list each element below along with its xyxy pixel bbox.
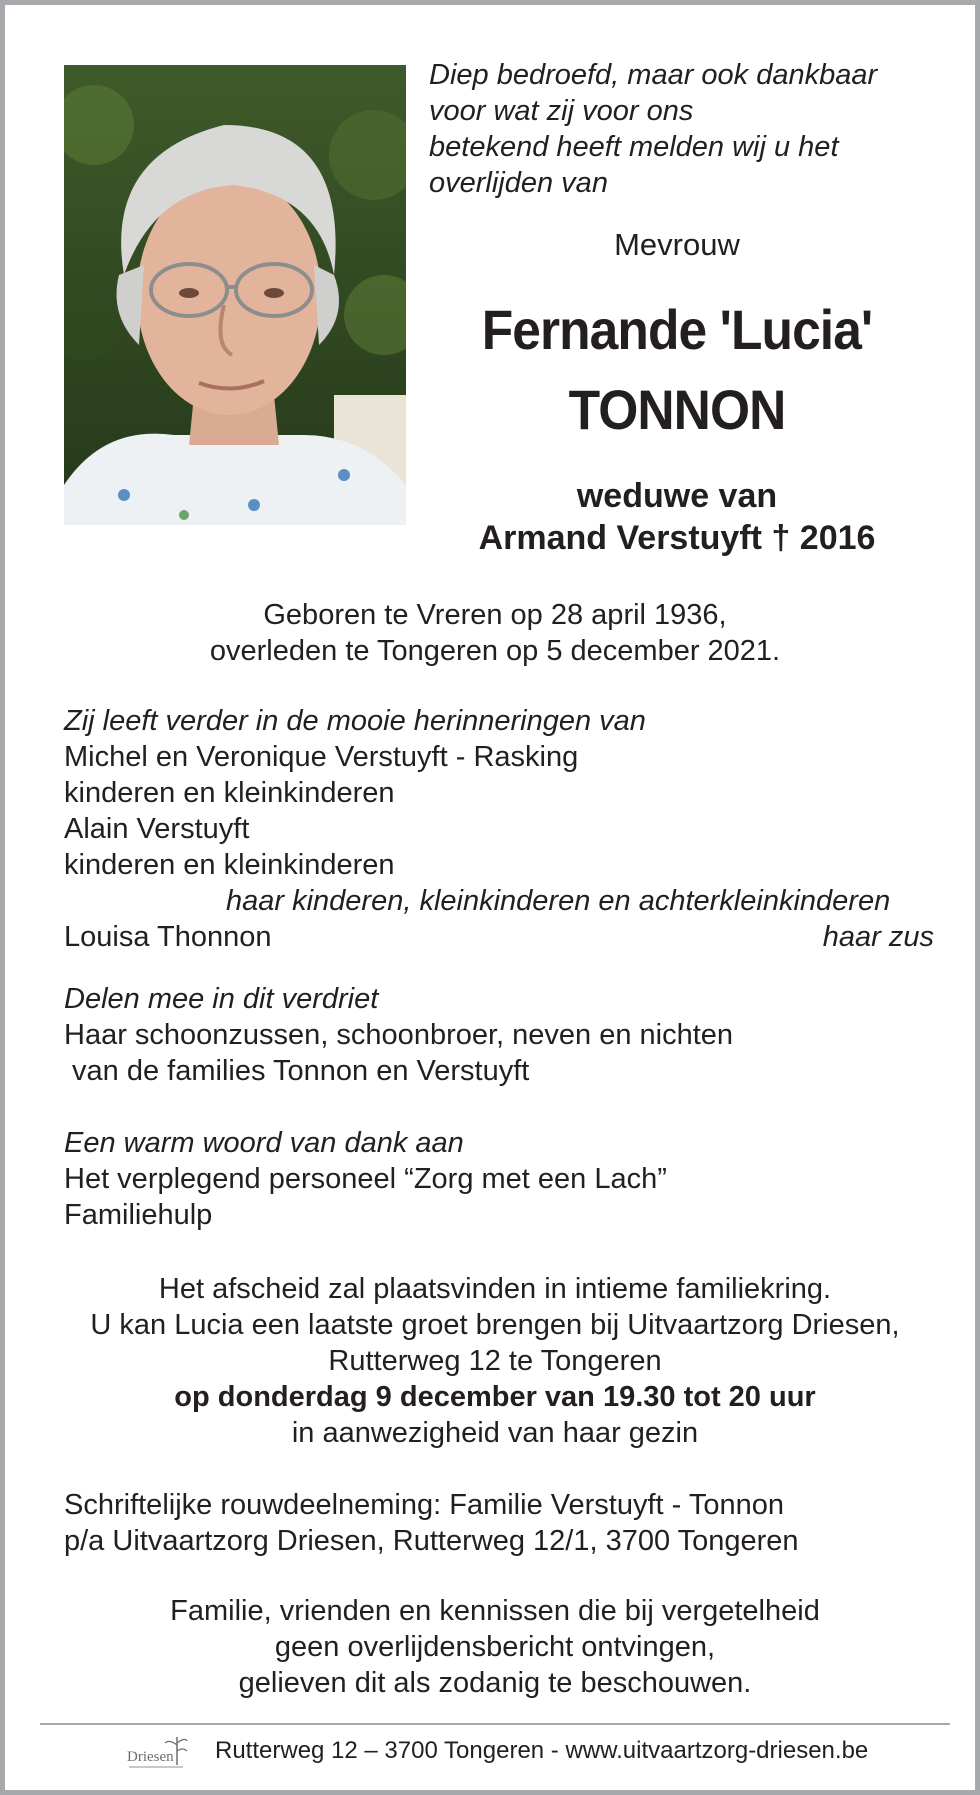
sister-row — [64, 919, 934, 955]
footer-address: Rutterweg 12 – 3700 Tongeren - www.uitvaartzorg-driesen.be — [215, 1737, 869, 1764]
family-line: Alain Verstuyft — [64, 813, 250, 845]
grandchildren-line: haar kinderen, kleinkinderen en achterkleinkinderen — [226, 885, 891, 917]
spouse-info — [429, 475, 925, 559]
family-line: kinderen en kleinkinderen — [64, 777, 395, 809]
driesen-logo — [125, 1729, 191, 1777]
condolence-line: Schriftelijke rouwdeelneming: Familie Verstuyft - Tonnon — [64, 1489, 784, 1521]
condolence-address: p/a Uitvaartzorg Driesen, Rutterweg 12/1, 3700 Tongeren — [64, 1525, 799, 1557]
notice-line: Familie, vrienden en kennissen die bij vergetelheid — [170, 1595, 820, 1627]
deceased-surname: TONNON — [568, 378, 786, 441]
notice-section — [5, 1593, 980, 1701]
intro-line: betekend heeft melden wij u het — [429, 131, 839, 163]
deceased-name: Fernande 'Lucia' — [481, 298, 873, 361]
honorific: Mevrouw — [614, 227, 740, 262]
portrait-photo — [64, 65, 406, 525]
thanks-section — [64, 1125, 934, 1233]
share-line: van de families Tonnon en Verstuyft — [64, 1055, 530, 1087]
family-heading: Zij leeft verder in de mooie herinneringen van — [64, 705, 646, 737]
sister-relation: haar zus — [822, 921, 934, 953]
intro-line: voor wat zij voor ons — [429, 95, 694, 127]
farewell-line: U kan Lucia een laatste groet brengen bij Uitvaartzorg Driesen, — [90, 1309, 900, 1341]
family-line: kinderen en kleinkinderen — [64, 849, 395, 881]
thanks-heading: Een warm woord van dank aan — [64, 1127, 464, 1159]
farewell-line: in aanwezigheid van haar gezin — [291, 1417, 699, 1449]
notice-line: geen overlijdensbericht ontvingen, — [274, 1631, 716, 1663]
condolence-section — [64, 1487, 934, 1559]
farewell-line: Het afscheid zal plaatsvinden in intieme familiekring. — [158, 1273, 832, 1305]
farewell-section — [5, 1271, 980, 1451]
footer-divider — [40, 1723, 950, 1725]
family-line: Michel en Veronique Verstuyft - Rasking — [64, 741, 579, 773]
intro-line: Diep bedroefd, maar ook dankbaar — [429, 59, 878, 91]
portrait-illustration — [64, 65, 406, 525]
intro-line: overlijden van — [429, 167, 608, 199]
intro-text — [429, 57, 949, 201]
spouse-name: Armand Verstuyft † 2016 — [478, 519, 876, 557]
farewell-line: Rutterweg 12 te Tongeren — [328, 1345, 662, 1377]
visitation-time: op donderdag 9 december van 19.30 tot 20 uur — [174, 1381, 816, 1413]
birth-line: Geboren te Vreren op 28 april 1936, — [263, 599, 727, 631]
life-dates — [5, 597, 980, 669]
family-section — [64, 703, 934, 955]
share-section — [64, 981, 934, 1089]
sister-name: Louisa Thonnon — [64, 921, 272, 953]
thanks-line: Het verplegend personeel “Zorg met een Lach” — [64, 1163, 667, 1195]
spouse-label: weduwe van — [576, 477, 778, 515]
thanks-line: Familiehulp — [64, 1199, 213, 1231]
logo-wordmark: Driesen — [127, 1749, 174, 1765]
notice-line: gelieven dit als zodanig te beschouwen. — [238, 1667, 752, 1699]
share-heading: Delen mee in dit verdriet — [64, 983, 379, 1015]
death-line: overleden te Tongeren op 5 december 2021. — [209, 635, 781, 667]
share-line: Haar schoonzussen, schoonbroer, neven en nichten — [64, 1019, 734, 1051]
